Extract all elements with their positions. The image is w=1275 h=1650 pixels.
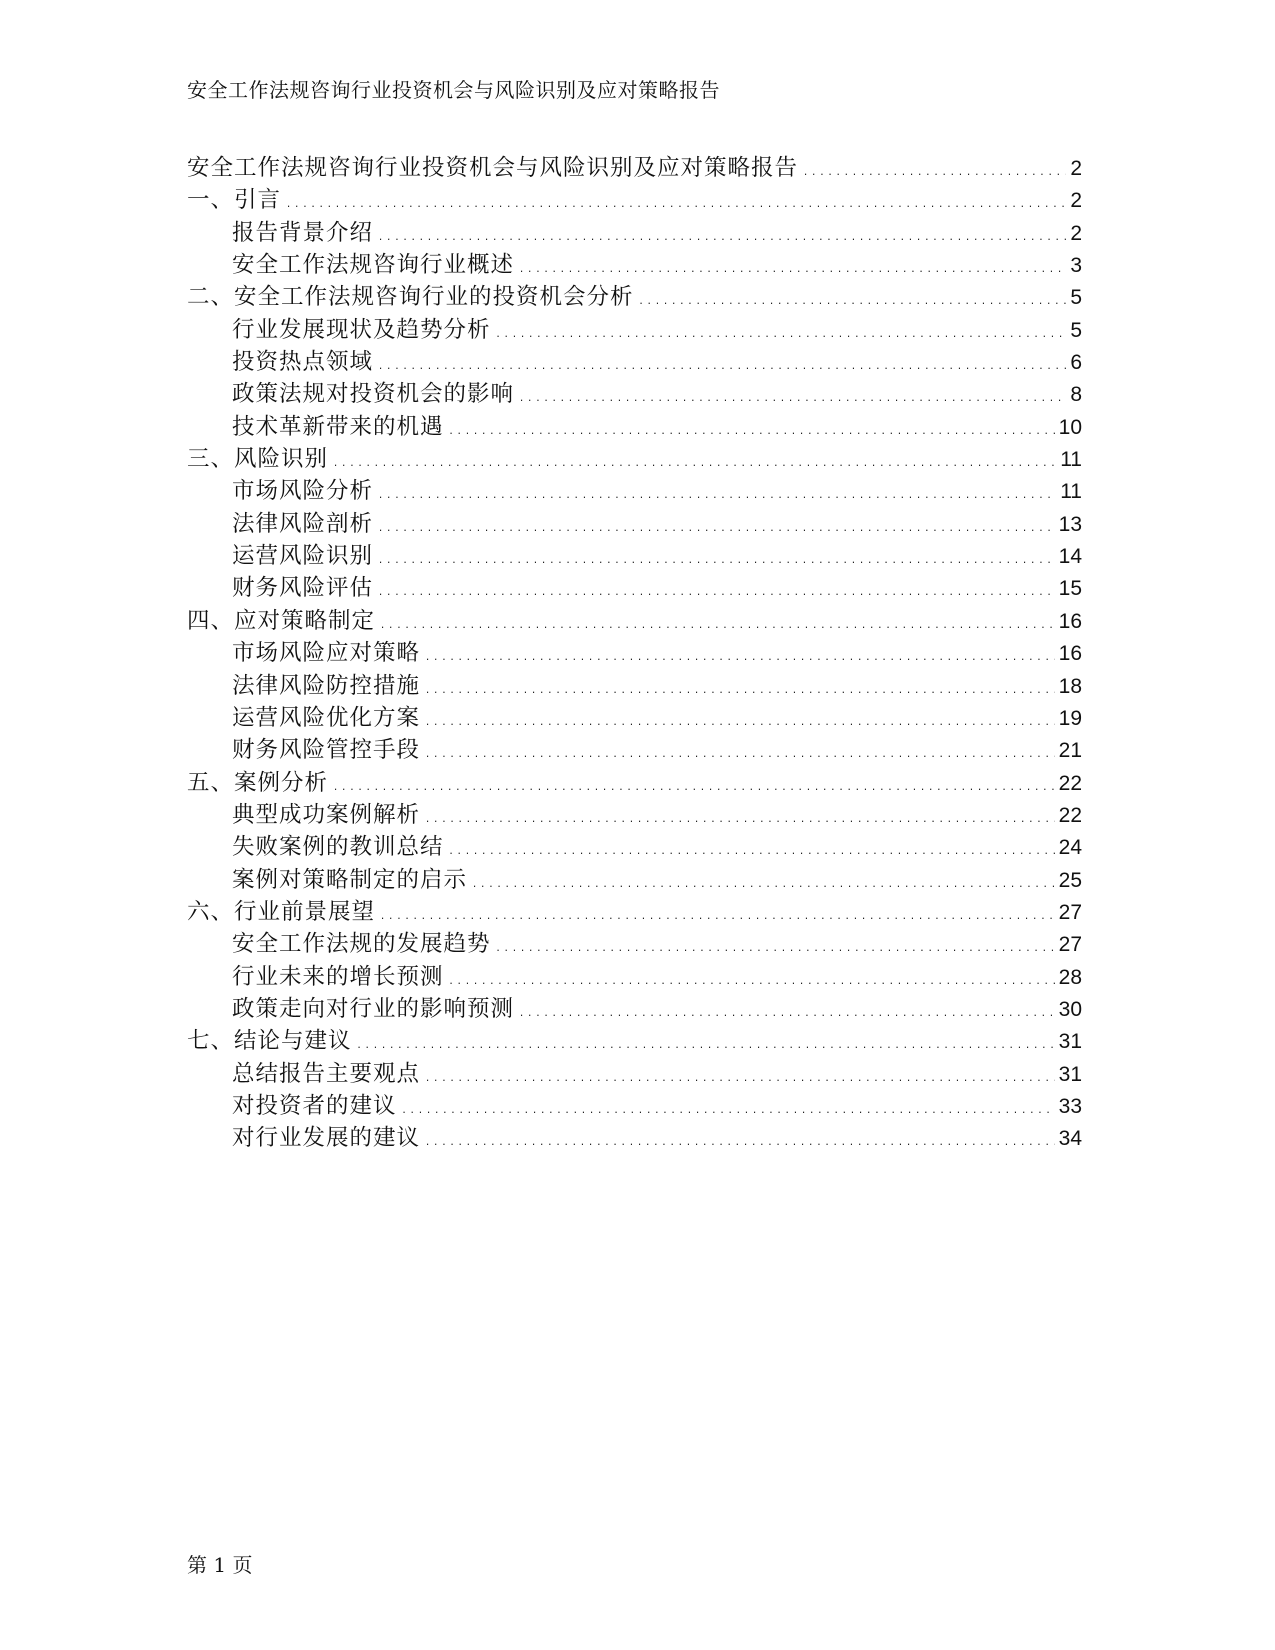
toc-entry[interactable] [187,1120,1082,1152]
toc-entry-title: 市场风险应对策略 [232,640,421,667]
toc-entry-page-number: 31 [1058,1030,1082,1054]
toc-entry-page-number: 6 [1070,351,1082,375]
toc-dot-leader [379,608,1055,634]
toc-entry-title: 运营风险优化方案 [232,704,421,731]
toc-entry-page-number: 11 [1060,480,1082,504]
toc-entry[interactable] [187,603,1082,635]
toc-dot-leader [424,1125,1055,1151]
toc-entry[interactable] [187,765,1082,797]
toc-entry[interactable] [187,150,1082,182]
toc-entry-title: 案例对策略制定的启示 [232,866,468,893]
toc-entry-title: 二、安全工作法规咨询行业的投资机会分析 [187,284,634,311]
toc-entry[interactable] [187,1023,1082,1055]
toc-entry-page-number: 5 [1070,286,1082,310]
toc-dot-leader [332,446,1056,472]
toc-entry-title: 对行业发展的建议 [232,1125,421,1152]
toc-dot-leader [401,1093,1055,1119]
toc-dot-leader [377,349,1066,375]
toc-dot-leader [379,899,1055,925]
toc-entry[interactable] [187,538,1082,570]
toc-entry-title: 行业未来的增长预测 [232,963,444,990]
toc-entry-page-number: 14 [1058,545,1082,569]
toc-entry[interactable] [187,959,1082,991]
toc-entry[interactable] [187,441,1082,473]
toc-entry-title: 安全工作法规咨询行业投资机会与风险识别及应对策略报告 [187,155,799,181]
toc-entry-title: 三、风险识别 [187,446,329,473]
toc-entry[interactable] [187,506,1082,538]
toc-entry-page-number: 10 [1058,415,1082,439]
toc-dot-leader [638,284,1067,310]
toc-entry[interactable] [187,829,1082,861]
toc-entry[interactable] [187,182,1082,214]
toc-dot-leader [377,478,1056,504]
toc-entry[interactable] [187,376,1082,408]
toc-entry-page-number: 22 [1058,803,1082,827]
toc-entry-page-number: 2 [1070,189,1082,213]
toc-entry-page-number: 13 [1058,512,1082,536]
toc-dot-leader [424,640,1055,666]
toc-entry-page-number: 8 [1070,383,1082,407]
toc-entry-page-number: 33 [1058,1094,1082,1118]
toc-dot-leader [377,575,1055,601]
toc-entry-title: 行业发展现状及趋势分析 [232,316,491,343]
toc-entry-title: 典型成功案例解析 [232,801,421,828]
toc-entry-page-number: 16 [1058,642,1082,666]
toc-entry-page-number: 22 [1058,771,1082,795]
toc-entry-title: 政策走向对行业的影响预测 [232,995,515,1022]
toc-dot-leader [448,414,1055,440]
toc-entry-page-number: 18 [1058,674,1082,698]
toc-entry-page-number: 2 [1070,157,1082,180]
toc-entry-title: 财务风险评估 [232,575,374,602]
toc-dot-leader [424,1061,1055,1087]
toc-dot-leader [356,1028,1055,1054]
toc-entry[interactable] [187,279,1082,311]
toc-entry[interactable] [187,215,1082,247]
toc-entry[interactable] [187,312,1082,344]
toc-entry-page-number: 2 [1070,221,1082,245]
page-header-title: 安全工作法规咨询行业投资机会与风险识别及应对策略报告 [187,78,720,102]
toc-entry-page-number: 34 [1058,1127,1082,1151]
toc-entry[interactable] [187,797,1082,829]
toc-entry-page-number: 28 [1058,965,1082,989]
toc-entry-page-number: 27 [1058,933,1082,957]
toc-entry-title: 七、结论与建议 [187,1028,352,1055]
toc-entry-page-number: 15 [1058,577,1082,601]
toc-entry[interactable] [187,570,1082,602]
toc-entry[interactable] [187,1056,1082,1088]
toc-entry-page-number: 21 [1058,739,1082,763]
toc-entry-title: 一、引言 [187,187,282,214]
toc-entry-title: 投资热点领域 [232,349,374,376]
toc-entry-page-number: 11 [1060,448,1082,472]
toc-entry[interactable] [187,700,1082,732]
toc-entry[interactable] [187,926,1082,958]
toc-dot-leader [448,834,1055,860]
toc-entry-title: 运营风险识别 [232,543,374,570]
toc-entry-page-number: 3 [1070,254,1082,278]
toc-entry-title: 财务风险管控手段 [232,737,421,764]
toc-dot-leader [424,705,1055,731]
toc-entry[interactable] [187,409,1082,441]
toc-entry-title: 总结报告主要观点 [232,1060,421,1087]
toc-dot-leader [518,381,1066,407]
toc-entry-page-number: 19 [1058,706,1082,730]
toc-entry-title: 法律风险防控措施 [232,672,421,699]
toc-entry[interactable] [187,732,1082,764]
toc-entry-title: 市场风险分析 [232,478,374,505]
toc-dot-leader [518,996,1055,1022]
toc-dot-leader [424,802,1055,828]
toc-dot-leader [377,220,1066,246]
toc-entry[interactable] [187,344,1082,376]
toc-dot-leader [377,511,1055,537]
toc-entry-title: 安全工作法规咨询行业概述 [232,252,515,279]
toc-dot-leader [518,252,1066,278]
toc-entry-page-number: 16 [1058,609,1082,633]
toc-dot-leader [802,155,1066,181]
toc-entry-page-number: 31 [1058,1062,1082,1086]
toc-entry-title: 四、应对策略制定 [187,607,376,634]
toc-dot-leader [332,770,1055,796]
toc-entry-title: 安全工作法规的发展趋势 [232,931,491,958]
toc-entry-title: 技术革新带来的机遇 [232,413,444,440]
toc-dot-leader [424,737,1055,763]
toc-entry-page-number: 30 [1058,997,1082,1021]
toc-entry-page-number: 24 [1058,836,1082,860]
toc-entry-title: 六、行业前景展望 [187,898,376,925]
toc-dot-leader [495,317,1067,343]
toc-dot-leader [285,187,1066,213]
toc-entry[interactable] [187,473,1082,505]
toc-entry[interactable] [187,894,1082,926]
toc-entry-title: 报告背景介绍 [232,219,374,246]
toc-entry[interactable] [187,991,1082,1023]
toc-entry-title: 五、案例分析 [187,769,329,796]
toc-dot-leader [424,673,1055,699]
toc-entry[interactable] [187,635,1082,667]
toc-entry[interactable] [187,668,1082,700]
toc-entry-title: 对投资者的建议 [232,1092,397,1119]
toc-entry-page-number: 25 [1058,868,1082,892]
toc-entry-page-number: 27 [1058,900,1082,924]
toc-entry-title: 政策法规对投资机会的影响 [232,381,515,408]
toc-dot-leader [377,543,1055,569]
toc-entry-title: 失败案例的教训总结 [232,834,444,861]
toc-dot-leader [448,964,1055,990]
toc-entry[interactable] [187,1088,1082,1120]
toc-entry[interactable] [187,862,1082,894]
toc-dot-leader [495,931,1055,957]
table-of-contents [187,150,1082,1153]
page-number-footer: 第 1 页 [187,1553,253,1577]
toc-entry[interactable] [187,247,1082,279]
toc-entry-page-number: 5 [1070,318,1082,342]
toc-entry-title: 法律风险剖析 [232,510,374,537]
toc-dot-leader [471,867,1055,893]
